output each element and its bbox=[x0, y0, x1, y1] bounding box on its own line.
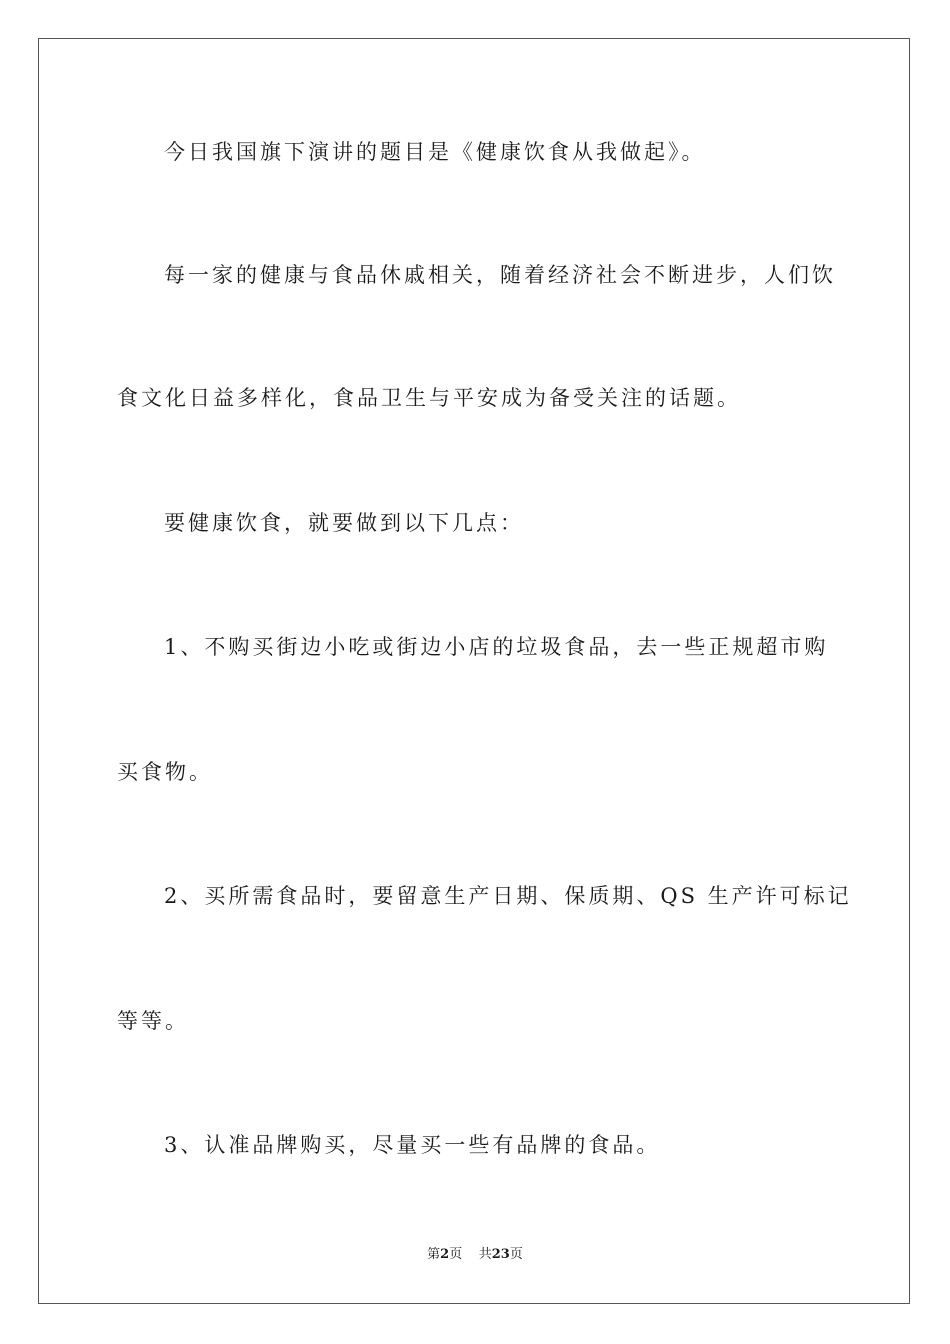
paragraph-2-line-2: 食文化日益多样化，食品卫生与平安成为备受关注的话题。 bbox=[117, 386, 741, 410]
footer-total-prefix: 共 bbox=[478, 1247, 492, 1262]
page-border bbox=[38, 38, 910, 1304]
footer-total-suffix: 页 bbox=[509, 1247, 523, 1262]
paragraph-4-line-2: 买食物。 bbox=[117, 760, 213, 784]
paragraph-1-line-1: 今日我国旗下演讲的题目是《健康饮食从我做起》。 bbox=[164, 140, 706, 164]
footer-page-suffix: 页 bbox=[449, 1247, 463, 1262]
paragraph-6-line-1: 3、认准品牌购买，尽量买一些有品牌的食品。 bbox=[164, 1133, 661, 1157]
page-footer bbox=[0, 1246, 950, 1264]
paragraph-3-line-1: 要健康饮食，就要做到以下几点： bbox=[164, 511, 524, 535]
footer-total-pages: 23 bbox=[491, 1247, 510, 1262]
paragraph-5-line-1: 2、买所需食品时，要留意生产日期、保质期、QS 生产许可标记 bbox=[164, 884, 852, 908]
paragraph-5-line-2: 等等。 bbox=[117, 1009, 189, 1033]
paragraph-2-line-1: 每一家的健康与食品休戚相关，随着经济社会不断进步，人们饮 bbox=[164, 263, 836, 287]
paragraph-4-line-1: 1、不购买街边小吃或街边小店的垃圾食品，去一些正规超市购 bbox=[164, 635, 829, 659]
footer-page-number: 2 bbox=[440, 1247, 450, 1262]
footer-page-prefix: 第 bbox=[427, 1247, 441, 1262]
